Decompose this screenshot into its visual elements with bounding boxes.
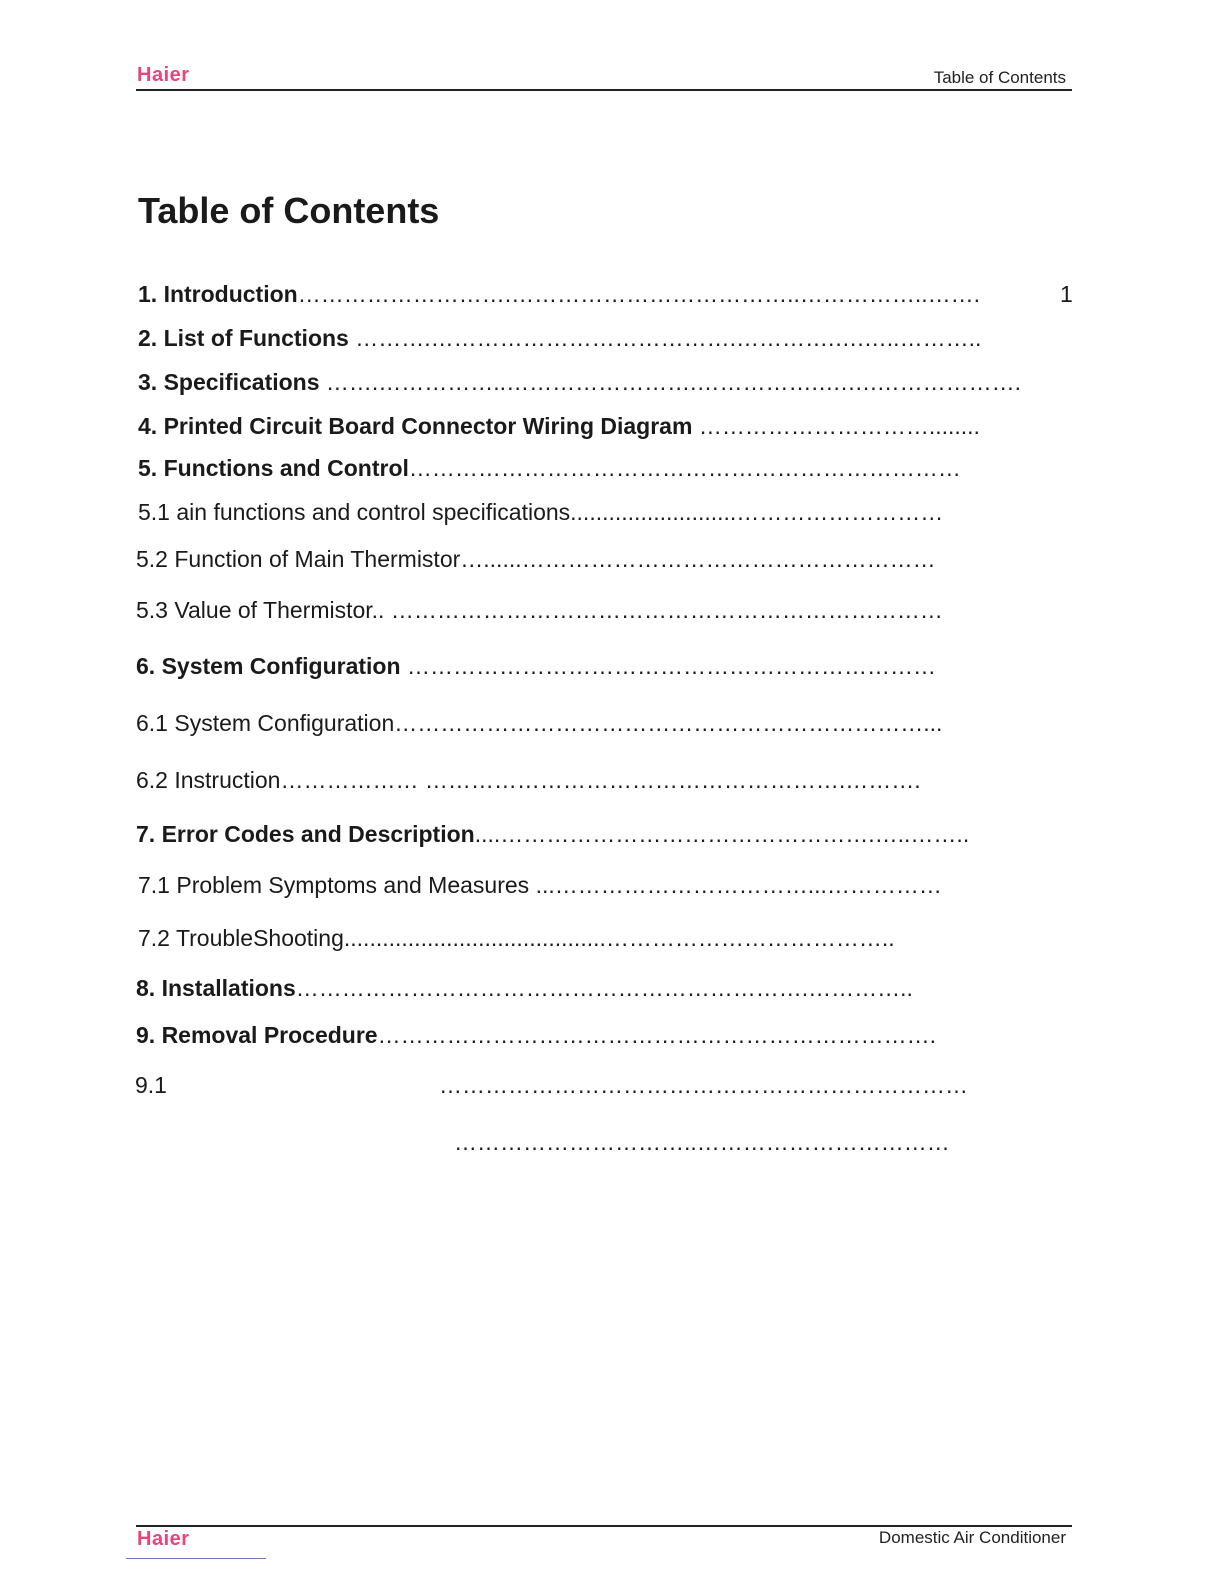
toc-label: 1. Introduction (138, 281, 298, 307)
toc-leader: …………………………………………………………… (406, 653, 936, 679)
toc-label: 3. Specifications (138, 369, 326, 395)
toc-label: 4. Printed Circuit Board Connector Wiring Diagram (138, 413, 699, 439)
toc-label: 5. Functions and Control (138, 455, 409, 481)
toc-label: 5.2 Function of Main Thermistor (136, 546, 461, 572)
toc-entry-9-1[interactable] (135, 1071, 167, 1099)
toc-leader: ………………………………………………………………. (377, 1022, 936, 1048)
toc-entry-5-1[interactable] (138, 498, 943, 526)
toc-label: 7.1 Problem Symptoms and Measures (138, 872, 536, 898)
toc-label: 7. Error Codes and Description (136, 821, 475, 847)
footer-underline (126, 1558, 266, 1559)
footer-logo: Haier (137, 1528, 190, 1550)
toc-leader: ……………………….………………………………..……………..……. (297, 281, 981, 307)
toc-label: 6.1 System Configuration (136, 710, 395, 736)
toc-entry-installations[interactable] (136, 974, 913, 1002)
toc-label: 6.2 Instruction (136, 767, 281, 793)
toc-leader: ……….………………………………….………….….…..……….. (355, 325, 982, 351)
footer-rule (136, 1525, 1072, 1527)
toc-entry-7-2[interactable] (138, 924, 895, 952)
toc-entry-introduction[interactable] (138, 280, 980, 308)
toc-leader: ……………………………………………………………… (408, 455, 961, 481)
toc-leader: …….……………..…………………….…………….….….………………. (325, 369, 1022, 395)
toc-label: 5.1 ain functions and control specifications (138, 499, 571, 525)
toc-leader: …………………………..…………………………… (454, 1129, 950, 1155)
toc-entry-specifications[interactable] (138, 368, 1021, 396)
toc-leader: ....………………………………………….…..…….. (474, 821, 970, 847)
header-logo: Haier (137, 64, 190, 86)
header-title: Table of Contents (933, 68, 1066, 87)
toc-leader: …………………………………………………………… (439, 1072, 968, 1098)
toc-entry-6-2[interactable] (136, 766, 921, 794)
toc-page-number: 1 (1060, 281, 1073, 307)
toc-entry-removal-procedure[interactable] (136, 1021, 936, 1049)
toc-label: 8. Installations (136, 975, 296, 1001)
toc-label: 5.3 Value of Thermistor.. (136, 597, 391, 623)
toc-leader: ……………………………………………………………… (390, 597, 943, 623)
toc-leader: ……………… ……………………………………………….………. (280, 767, 921, 793)
toc-leader: ..........................……………………… (570, 499, 944, 525)
header-rule (136, 89, 1072, 91)
toc-label: 9.1 (135, 1072, 167, 1098)
toc-leader: .........................................……………………………….. (343, 925, 895, 951)
toc-leader: ……………………………………………………………... (394, 710, 943, 736)
toc-entry-5-3[interactable] (136, 596, 943, 624)
toc-leader: …......……………………………………………… (460, 546, 936, 572)
toc-entry-error-codes[interactable] (136, 820, 969, 848)
toc-label: 6. System Configuration (136, 653, 407, 679)
toc-label: 9. Removal Procedure (136, 1022, 378, 1048)
toc-entry-list-of-functions[interactable] (138, 324, 981, 352)
toc-entry-6-1[interactable] (136, 709, 942, 737)
toc-entry-functions-and-control[interactable] (138, 454, 961, 482)
toc-label: 2. List of Functions (138, 325, 356, 351)
toc-leader-9-1 (439, 1071, 968, 1099)
toc-label: 7.2 TroubleShooting (138, 925, 344, 951)
toc-leader: …………………………........ (698, 413, 980, 439)
toc-entry-5-2[interactable] (136, 545, 936, 573)
toc-entry-pcb-wiring-diagram[interactable] (138, 412, 980, 440)
toc-entry-7-1[interactable] (138, 871, 942, 899)
toc-leader: ………………………………………………………….………….. (295, 975, 913, 1001)
toc-leader: ...……………………………...…………… (535, 872, 942, 898)
page-title: Table of Contents (138, 190, 440, 231)
toc-entry-unlabeled[interactable] (454, 1128, 950, 1156)
footer-title: Domestic Air Conditioner (878, 1528, 1066, 1547)
toc-entry-system-configuration[interactable] (136, 652, 936, 680)
